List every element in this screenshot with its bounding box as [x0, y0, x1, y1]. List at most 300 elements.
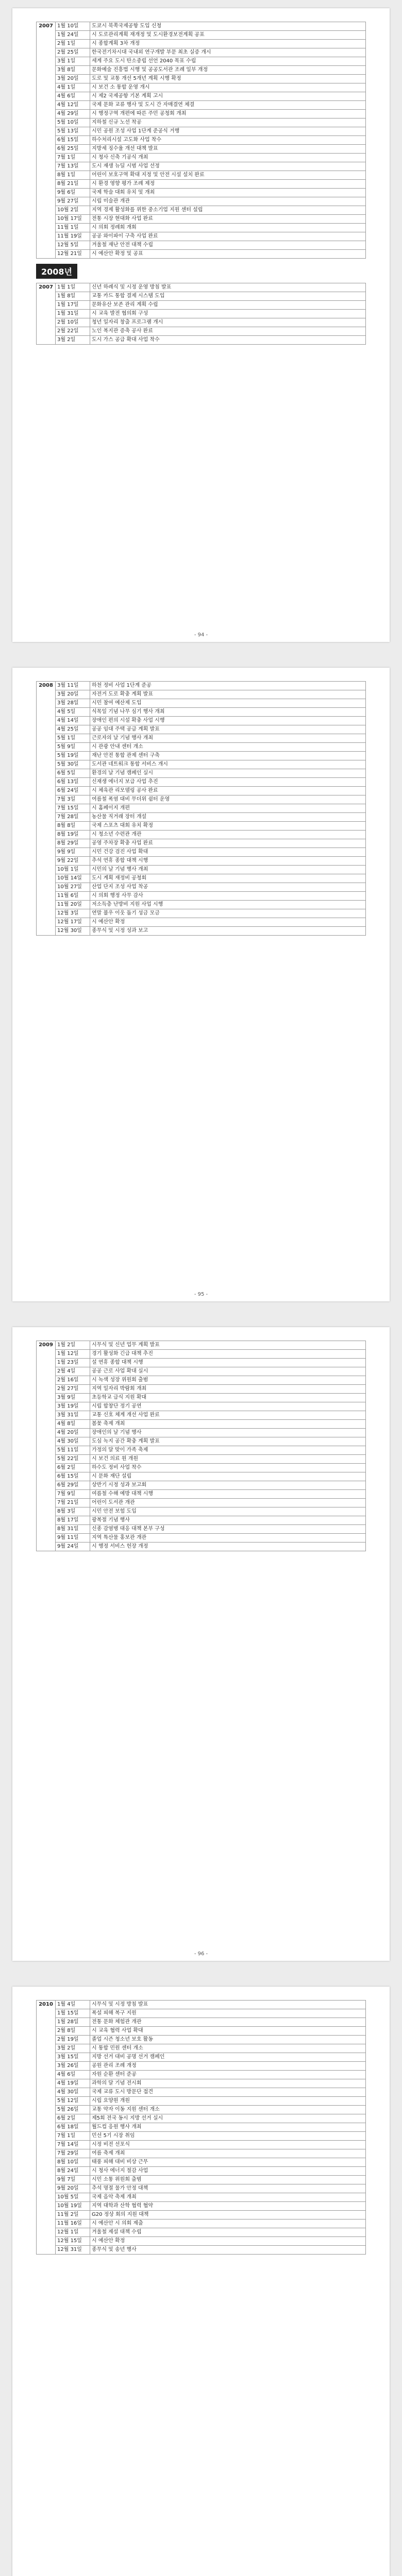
event-cell: 폭설 피해 복구 지원 — [90, 2009, 366, 2018]
event-cell: 국제 스포츠 대회 유치 확정 — [90, 822, 366, 831]
timeline-row — [37, 2184, 366, 2193]
date-cell: 4월 5일 — [56, 708, 90, 717]
event-cell: 종무식 및 시정 성과 보고 — [90, 927, 366, 936]
event-cell: 추석 연휴 종합 대책 시행 — [90, 857, 366, 866]
date-cell: 4월 29일 — [56, 110, 90, 118]
timeline-row — [37, 892, 366, 901]
date-cell: 3월 19일 — [56, 1402, 90, 1411]
event-cell: 공원 관리 조례 개정 — [90, 2062, 366, 2071]
timeline-row — [37, 1464, 366, 1472]
event-cell: 시 관광 안내 센터 개소 — [90, 743, 366, 752]
event-cell: 국제 학술 대회 유치 및 개최 — [90, 189, 366, 197]
timeline-row — [37, 883, 366, 892]
timeline-row — [37, 2106, 366, 2114]
timeline-row — [37, 1534, 366, 1543]
timeline-row — [37, 848, 366, 857]
event-cell: 시 보건 소 통합 운영 개시 — [90, 83, 366, 92]
page-content — [36, 22, 366, 345]
timeline-row — [37, 682, 366, 690]
event-cell: 신종 감염병 대응 대책 본부 구성 — [90, 1525, 366, 1534]
event-cell: 가정의 달 맞이 가족 축제 — [90, 1446, 366, 1455]
timeline-row — [37, 1543, 366, 1551]
date-cell: 7월 21일 — [56, 1499, 90, 1507]
date-cell: 8월 31일 — [56, 1525, 90, 1534]
date-cell: 6월 29일 — [56, 1481, 90, 1490]
date-cell: 8월 10일 — [56, 2158, 90, 2167]
event-cell: 시립 미술관 개관 — [90, 197, 366, 206]
timeline-row — [37, 2167, 366, 2176]
date-cell: 9월 6일 — [56, 189, 90, 197]
date-cell: 3월 2일 — [56, 336, 90, 345]
date-cell: 12월 3일 — [56, 909, 90, 918]
date-cell: 9월 22일 — [56, 857, 90, 866]
timeline-row — [37, 1429, 366, 1437]
event-cell: 도시 계획 재정비 공청회 — [90, 874, 366, 883]
event-cell: 하천 정비 사업 1단계 준공 — [90, 682, 366, 690]
timeline-row — [37, 2009, 366, 2018]
event-cell: 시립 요양원 개원 — [90, 2097, 366, 2106]
event-cell: 태풍 피해 대비 비상 근무 — [90, 2158, 366, 2167]
date-cell: 6월 24일 — [56, 787, 90, 795]
date-cell: 1월 31일 — [56, 310, 90, 318]
event-cell: 장애인 편의 시설 확충 사업 시행 — [90, 717, 366, 725]
timeline-row — [37, 66, 366, 75]
timeline-row — [37, 1446, 366, 1455]
date-cell: 6월 18일 — [56, 2123, 90, 2132]
timeline-row — [37, 787, 366, 795]
event-cell: 하수처리시설 고도화 사업 착수 — [90, 136, 366, 145]
event-cell: 청년 일자리 창출 프로그램 개시 — [90, 318, 366, 327]
event-cell: 시 예산안 확정 및 공표 — [90, 250, 366, 259]
date-cell: 4월 6일 — [56, 2071, 90, 2079]
timeline-row — [37, 795, 366, 804]
timeline-table — [36, 22, 366, 259]
date-cell: 8월 8일 — [56, 822, 90, 831]
event-cell: 시 예산안 확정 — [90, 918, 366, 927]
timeline-row — [37, 2193, 366, 2202]
date-cell: 12월 21일 — [56, 250, 90, 259]
timeline-row — [37, 725, 366, 734]
date-cell: 9월 20일 — [56, 2184, 90, 2193]
date-cell: 6월 2일 — [56, 2114, 90, 2123]
timeline-row — [37, 839, 366, 848]
event-cell: 시 도로관리계획 재개정 및 도시환경보전계획 공표 — [90, 31, 366, 40]
event-cell: 시 예산안 시 의회 제출 — [90, 2219, 366, 2228]
date-cell: 3월 28일 — [56, 699, 90, 708]
event-cell: 공영 주차장 확충 사업 완료 — [90, 839, 366, 848]
date-cell: 3월 9일 — [56, 1394, 90, 1402]
event-cell: 추석 명절 물가 안정 대책 — [90, 2184, 366, 2193]
document-page — [12, 1327, 390, 1961]
date-cell: 12월 30일 — [56, 927, 90, 936]
event-cell: 노인 복지관 증축 공사 완료 — [90, 327, 366, 336]
timeline-row — [37, 48, 366, 57]
timeline-row — [37, 1481, 366, 1490]
event-cell: 산업 단지 조성 사업 착공 — [90, 883, 366, 892]
date-cell: 12월 31일 — [56, 2246, 90, 2255]
event-cell: 도쿄시 북쪽국제공항 도입 신청 — [90, 22, 366, 31]
event-cell: 지역 대학과 산학 협력 협약 — [90, 2202, 366, 2211]
timeline-row — [37, 778, 366, 787]
timeline-row — [37, 327, 366, 336]
event-cell: 교통 약자 이동 지원 센터 개소 — [90, 2106, 366, 2114]
date-cell: 1월 17일 — [56, 301, 90, 310]
timeline-row — [37, 743, 366, 752]
date-cell: 4월 30일 — [56, 1437, 90, 1446]
event-cell: 시립 합창단 정기 공연 — [90, 1402, 366, 1411]
date-cell: 2월 19일 — [56, 2036, 90, 2044]
page-number: - 94 - — [194, 632, 208, 638]
event-cell: 시 체육관 리모델링 공사 완료 — [90, 787, 366, 795]
event-cell: 시민 안전 보험 도입 — [90, 1507, 366, 1516]
event-cell: 시 문화 재단 설립 — [90, 1472, 366, 1481]
date-cell: 7월 13일 — [56, 162, 90, 171]
event-cell: 제5회 전국 동시 지방 선거 실시 — [90, 2114, 366, 2123]
timeline-row — [37, 1499, 366, 1507]
timeline-row — [37, 708, 366, 717]
timeline-row — [37, 2141, 366, 2149]
event-cell: 교통 카드 통합 결제 시스템 도입 — [90, 292, 366, 301]
date-cell: 8월 21일 — [56, 180, 90, 189]
timeline-row — [37, 2114, 366, 2123]
date-cell: 3월 11일 — [56, 682, 90, 690]
event-cell: 공공 와이파이 구축 사업 완료 — [90, 232, 366, 241]
timeline-row — [37, 292, 366, 301]
event-cell: 도시 가스 공급 확대 사업 착수 — [90, 336, 366, 345]
timeline-row — [37, 2088, 366, 2097]
event-cell: 겨울철 제설 대책 수립 — [90, 2228, 366, 2237]
event-cell: 지역 특산물 홍보관 개관 — [90, 1534, 366, 1543]
document-page — [12, 1987, 390, 2576]
event-cell: 졸업 시즌 청소년 보호 활동 — [90, 2036, 366, 2044]
date-cell: 1월 10일 — [56, 22, 90, 31]
date-cell: 12월 15일 — [56, 2237, 90, 2246]
event-cell: 봄꽃 축제 개최 — [90, 1420, 366, 1429]
date-cell: 8월 17일 — [56, 1516, 90, 1525]
timeline-row — [37, 283, 366, 292]
event-cell: G20 정상 회의 지원 대책 — [90, 2211, 366, 2219]
date-cell: 1월 15일 — [56, 2009, 90, 2018]
timeline-row — [37, 2036, 366, 2044]
timeline-row — [37, 224, 366, 232]
timeline-row — [37, 831, 366, 839]
event-cell: 저소득층 난방비 지원 사업 시행 — [90, 901, 366, 909]
timeline-row — [37, 118, 366, 127]
date-cell: 4월 8일 — [56, 1420, 90, 1429]
timeline-row — [37, 874, 366, 883]
timeline-table — [36, 681, 366, 936]
timeline-row — [37, 2219, 366, 2228]
date-cell: 4월 1일 — [56, 83, 90, 92]
timeline-row — [37, 1437, 366, 1446]
event-cell: 연말 불우 이웃 돕기 성금 모금 — [90, 909, 366, 918]
date-cell: 2월 25일 — [56, 48, 90, 57]
timeline-row — [37, 310, 366, 318]
timeline-row — [37, 318, 366, 327]
timeline-row — [37, 760, 366, 769]
date-cell: 1월 4일 — [56, 2001, 90, 2009]
date-cell: 8월 29일 — [56, 839, 90, 848]
date-cell: 7월 1일 — [56, 154, 90, 162]
timeline-row — [37, 1394, 366, 1402]
event-cell: 과학의 달 기념 전시회 — [90, 2079, 366, 2088]
date-cell: 5월 1일 — [56, 734, 90, 743]
timeline-row — [37, 901, 366, 909]
timeline-row — [37, 1525, 366, 1534]
date-cell: 11월 19일 — [56, 232, 90, 241]
event-cell: 시 청사 신축 기공식 개최 — [90, 154, 366, 162]
event-cell: 광복절 기념 행사 — [90, 1516, 366, 1525]
date-cell: 2월 16일 — [56, 1376, 90, 1385]
timeline-row — [37, 197, 366, 206]
date-cell: 2월 1일 — [56, 40, 90, 48]
date-cell: 9월 24일 — [56, 1543, 90, 1551]
date-cell: 2월 4일 — [56, 1367, 90, 1376]
date-cell: 11월 2일 — [56, 2211, 90, 2219]
timeline-row — [37, 145, 366, 154]
date-cell: 5월 11일 — [56, 1446, 90, 1455]
event-cell: 시 청사 에너지 절감 사업 — [90, 2167, 366, 2176]
event-cell: 도서관 네트워크 통합 서비스 개시 — [90, 760, 366, 769]
date-cell: 7월 1일 — [56, 2132, 90, 2141]
date-cell: 9월 27일 — [56, 197, 90, 206]
event-cell: 어린이 도서관 개관 — [90, 1499, 366, 1507]
date-cell: 5월 22일 — [56, 1455, 90, 1464]
date-cell: 12월 1일 — [56, 2228, 90, 2237]
timeline-row — [37, 2246, 366, 2255]
event-cell: 여름철 폭염 대비 무더위 쉼터 운영 — [90, 795, 366, 804]
date-cell: 6월 13일 — [56, 778, 90, 787]
date-cell: 10월 19일 — [56, 2202, 90, 2211]
event-cell: 여름철 수해 예방 대책 시행 — [90, 1490, 366, 1499]
timeline-row — [37, 690, 366, 699]
timeline-row — [37, 171, 366, 180]
timeline-row — [37, 2202, 366, 2211]
date-cell: 12월 5일 — [56, 241, 90, 250]
timeline-row — [37, 206, 366, 215]
date-cell: 1월 1일 — [56, 283, 90, 292]
date-cell: 5월 30일 — [56, 760, 90, 769]
timeline-row — [37, 83, 366, 92]
year-cell: 2010 — [37, 2001, 56, 2255]
event-cell: 신년 하례식 및 시정 운영 방침 발표 — [90, 283, 366, 292]
date-cell: 10월 2일 — [56, 206, 90, 215]
timeline-row — [37, 909, 366, 918]
event-cell: 전통 시장 현대화 사업 완료 — [90, 215, 366, 224]
timeline-row — [37, 336, 366, 345]
date-cell: 7월 3일 — [56, 795, 90, 804]
timeline-row — [37, 1420, 366, 1429]
event-cell: 지역 일자리 박람회 개최 — [90, 1385, 366, 1394]
date-cell: 7월 15일 — [56, 804, 90, 813]
page-number: - 95 - — [194, 1292, 208, 1297]
timeline-row — [37, 866, 366, 874]
timeline-row — [37, 804, 366, 813]
timeline-row — [37, 1472, 366, 1481]
event-cell: 전통 문화 체험관 개관 — [90, 2018, 366, 2027]
timeline-row — [37, 1507, 366, 1516]
date-cell: 2월 8일 — [56, 2027, 90, 2036]
event-cell: 시무식 및 시정 방침 발표 — [90, 2001, 366, 2009]
event-cell: 시무식 및 신년 업무 계획 발표 — [90, 1341, 366, 1350]
timeline-row — [37, 2062, 366, 2071]
date-cell: 6월 15일 — [56, 136, 90, 145]
timeline-row — [37, 136, 366, 145]
event-cell: 식목일 기념 나무 심기 행사 개최 — [90, 708, 366, 717]
date-cell: 6월 25일 — [56, 145, 90, 154]
event-cell: 월드컵 응원 행사 개최 — [90, 2123, 366, 2132]
date-cell: 11월 1일 — [56, 224, 90, 232]
event-cell: 환경의 날 기념 캠페인 실시 — [90, 769, 366, 778]
event-cell: 시 예산안 확정 — [90, 2237, 366, 2246]
page-content — [36, 2000, 366, 2255]
event-cell: 초등학교 급식 지원 확대 — [90, 1394, 366, 1402]
date-cell: 1월 2일 — [56, 1341, 90, 1350]
event-cell: 지역 경제 활성화를 위한 중소기업 지원 센터 설립 — [90, 206, 366, 215]
date-cell: 8월 19일 — [56, 831, 90, 839]
page-number: - 96 - — [194, 1951, 208, 1957]
timeline-row — [37, 2018, 366, 2027]
event-cell: 지하철 신규 노선 착공 — [90, 118, 366, 127]
date-cell: 1월 24일 — [56, 31, 90, 40]
timeline-row — [37, 2237, 366, 2246]
event-cell: 문화유산 보존 관리 계획 수립 — [90, 301, 366, 310]
date-cell: 5월 13일 — [56, 127, 90, 136]
event-cell: 시민 공원 조성 사업 1단계 준공식 거행 — [90, 127, 366, 136]
timeline-row — [37, 2176, 366, 2184]
event-cell: 경기 활성화 긴급 대책 추진 — [90, 1350, 366, 1359]
event-cell: 어린이 보호구역 확대 지정 및 안전 시설 설치 완료 — [90, 171, 366, 180]
event-cell: 시 제2 국제공항 기본 계획 고시 — [90, 92, 366, 101]
event-cell: 교통 신호 체계 개선 사업 완료 — [90, 1411, 366, 1420]
date-cell: 2월 27일 — [56, 1385, 90, 1394]
date-cell: 5월 19일 — [56, 752, 90, 760]
date-cell: 4월 14일 — [56, 717, 90, 725]
event-cell: 신재생 에너지 보급 사업 추진 — [90, 778, 366, 787]
timeline-row — [37, 301, 366, 310]
event-cell: 하수도 정비 사업 착수 — [90, 1464, 366, 1472]
event-cell: 도심 녹지 공간 확충 계획 발표 — [90, 1437, 366, 1446]
event-cell: 시 보건 의료 원 개원 — [90, 1455, 366, 1464]
timeline-row — [37, 250, 366, 259]
date-cell: 6월 5일 — [56, 769, 90, 778]
timeline-row — [37, 918, 366, 927]
year-cell: 2009 — [37, 1341, 56, 1551]
timeline-row — [37, 127, 366, 136]
date-cell: 10월 1일 — [56, 866, 90, 874]
date-cell: 3월 8일 — [56, 66, 90, 75]
event-cell: 농산물 직거래 장터 개설 — [90, 813, 366, 822]
date-cell: 9월 9일 — [56, 848, 90, 857]
date-cell: 7월 28일 — [56, 813, 90, 822]
event-cell: 시민 건강 검진 사업 확대 — [90, 848, 366, 857]
event-cell: 시 의회 행정 사무 감사 — [90, 892, 366, 901]
timeline-row — [37, 101, 366, 110]
event-cell: 재난 안전 통합 관제 센터 구축 — [90, 752, 366, 760]
date-cell: 3월 15일 — [56, 2053, 90, 2062]
event-cell: 시 환경 영향 평가 조례 제정 — [90, 180, 366, 189]
event-cell: 시 종합계획 3차 개정 — [90, 40, 366, 48]
event-cell: 설 연휴 종합 대책 시행 — [90, 1359, 366, 1367]
timeline-row — [37, 162, 366, 171]
event-cell: 상반기 시정 성과 보고회 — [90, 1481, 366, 1490]
timeline-row — [37, 189, 366, 197]
date-cell: 3월 31일 — [56, 1411, 90, 1420]
timeline-row — [37, 813, 366, 822]
timeline-row — [37, 1402, 366, 1411]
event-cell: 지방세 징수율 개선 대책 발표 — [90, 145, 366, 154]
date-cell: 4월 19일 — [56, 2079, 90, 2088]
date-cell: 11월 6일 — [56, 892, 90, 901]
timeline-row — [37, 215, 366, 224]
event-cell: 시정 비전 선포식 — [90, 2141, 366, 2149]
date-cell: 4월 25일 — [56, 725, 90, 734]
document-page — [12, 8, 390, 642]
date-cell: 5월 9일 — [56, 743, 90, 752]
event-cell: 시 교육 발전 협의회 구성 — [90, 310, 366, 318]
timeline-row — [37, 1376, 366, 1385]
date-cell: 6월 2일 — [56, 1464, 90, 1472]
timeline-row — [37, 857, 366, 866]
event-cell: 시민 소통 위원회 출범 — [90, 2176, 366, 2184]
timeline-row — [37, 154, 366, 162]
timeline-row — [37, 1341, 366, 1350]
date-cell: 2월 10일 — [56, 318, 90, 327]
date-cell: 5월 26일 — [56, 2106, 90, 2114]
date-cell: 7월 29일 — [56, 2149, 90, 2158]
event-cell: 시 통합 민원 센터 개소 — [90, 2044, 366, 2053]
timeline-row — [37, 1455, 366, 1464]
event-cell: 국제 교류 도시 방문단 접견 — [90, 2088, 366, 2097]
timeline-row — [37, 31, 366, 40]
event-cell: 세계 주요 도시 탄소중립 선언 2040 목표 수립 — [90, 57, 366, 66]
event-cell: 공공 근로 사업 확대 실시 — [90, 1367, 366, 1376]
event-cell: 시 의회 정례회 개회 — [90, 224, 366, 232]
timeline-row — [37, 57, 366, 66]
event-cell: 자전거 도로 확충 계획 발표 — [90, 690, 366, 699]
timeline-row — [37, 92, 366, 101]
event-cell: 한국전기차시대 국내외 연구개발 부문 최초 실증 개시 — [90, 48, 366, 57]
timeline-row — [37, 2053, 366, 2062]
event-cell: 겨울철 재난 안전 대책 수립 — [90, 241, 366, 250]
date-cell: 3월 2일 — [56, 2044, 90, 2053]
event-cell: 자원 순환 센터 준공 — [90, 2071, 366, 2079]
timeline-row — [37, 2132, 366, 2141]
page-content — [36, 681, 366, 936]
timeline-row — [37, 2027, 366, 2036]
date-cell: 10월 17일 — [56, 215, 90, 224]
year-cell: 2007 — [37, 283, 56, 345]
timeline-row — [37, 110, 366, 118]
timeline-row — [37, 752, 366, 760]
year-cell: 2008 — [37, 682, 56, 936]
date-cell: 1월 12일 — [56, 1350, 90, 1359]
date-cell: 3월 26일 — [56, 2062, 90, 2071]
timeline-row — [37, 1385, 366, 1394]
timeline-row — [37, 927, 366, 936]
event-cell: 지방 선거 대비 공명 선거 캠페인 — [90, 2053, 366, 2062]
date-cell: 9월 7일 — [56, 2176, 90, 2184]
event-cell: 시 녹색 성장 위원회 출범 — [90, 1376, 366, 1385]
date-cell: 3월 1일 — [56, 57, 90, 66]
date-cell: 4월 12일 — [56, 101, 90, 110]
year-cell: 2007 — [37, 22, 56, 259]
date-cell: 5월 12일 — [56, 2097, 90, 2106]
timeline-row — [37, 2079, 366, 2088]
timeline-row — [37, 232, 366, 241]
date-cell: 8월 3일 — [56, 1507, 90, 1516]
event-cell: 도로 및 교통 개선 5개년 계획 시행 확정 — [90, 75, 366, 83]
